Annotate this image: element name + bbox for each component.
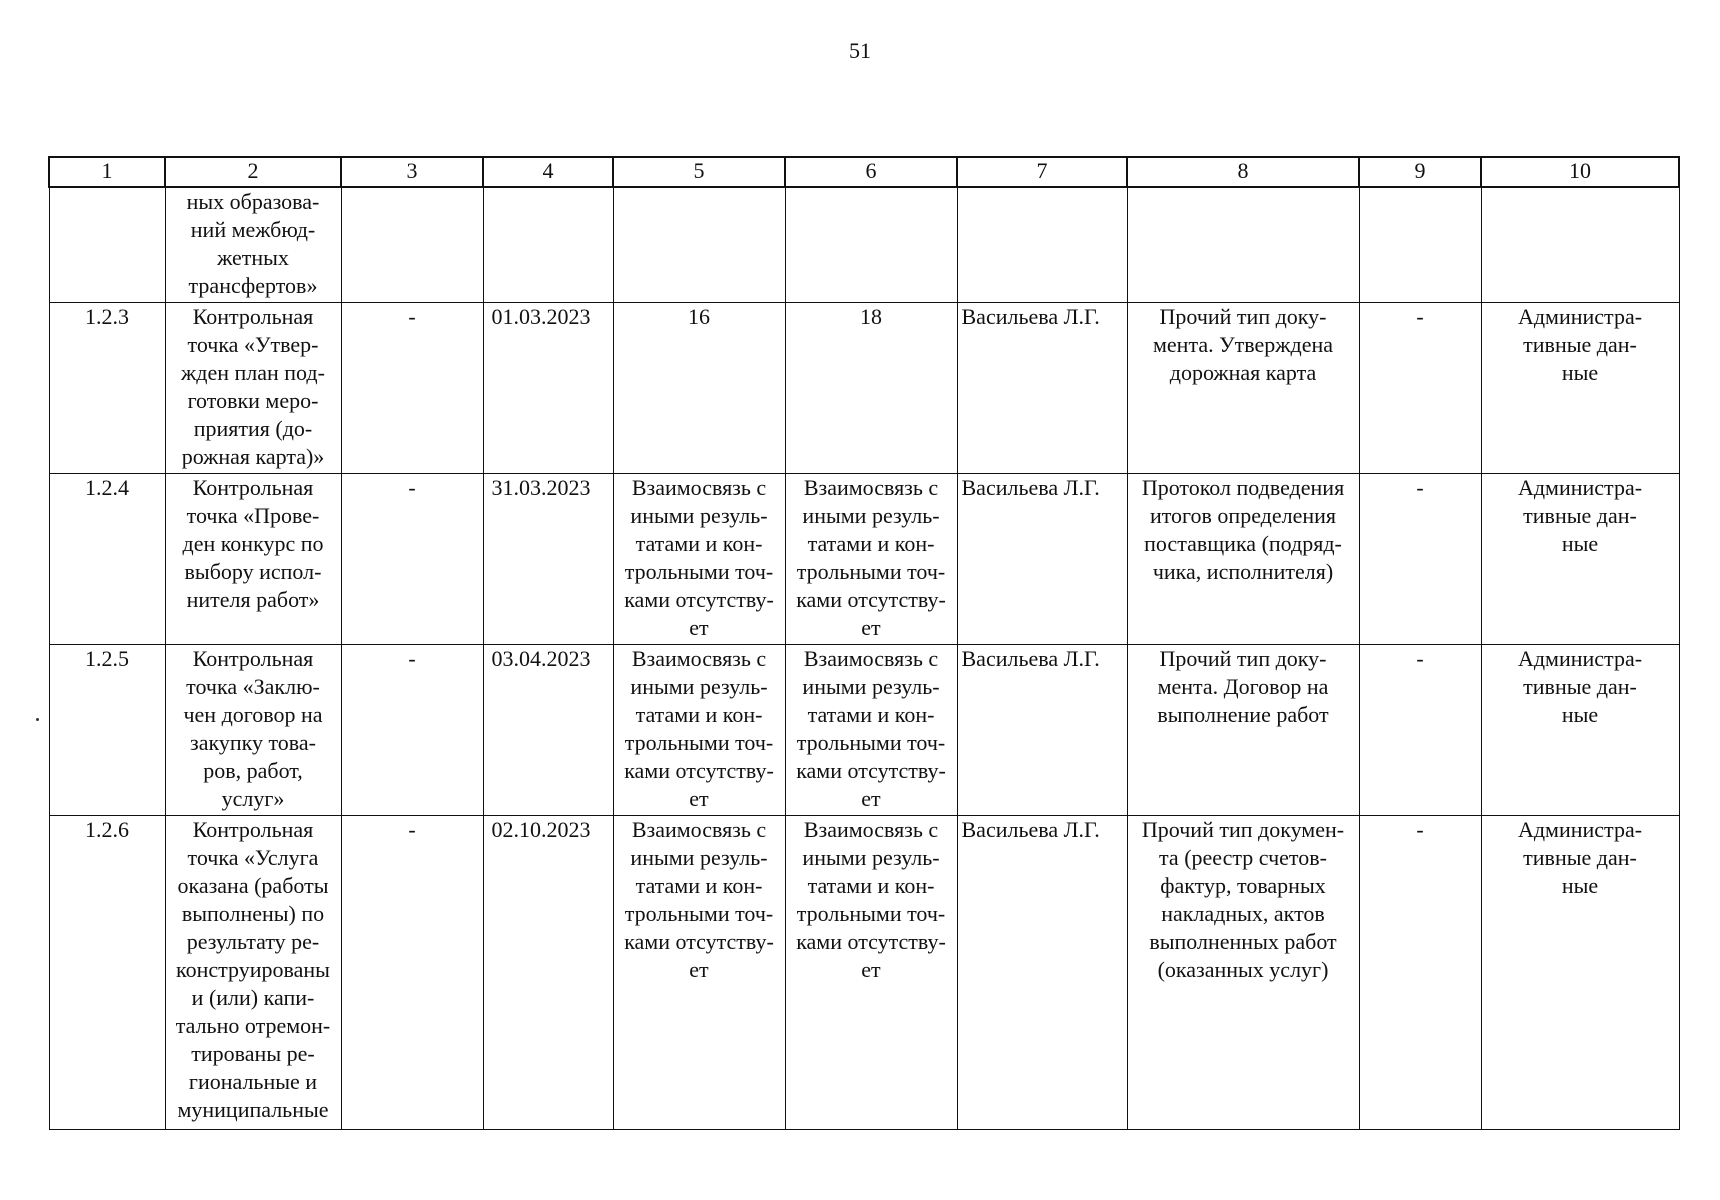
table-cell: 18 bbox=[785, 302, 957, 473]
document-type-cell: Прочий тип докумен- та (реестр счетов- фактур, товарных накладных, актов выполненных работ (оказанных услуг) bbox=[1127, 815, 1359, 1129]
table-row bbox=[49, 302, 1679, 473]
information-source-cell: Администра- тивные дан- ные bbox=[1481, 473, 1679, 644]
control-points-table bbox=[48, 156, 1680, 1130]
table-cell bbox=[785, 187, 957, 302]
responsible-cell: Васильева Л.Г. bbox=[957, 302, 1127, 473]
row-number-cell bbox=[49, 187, 165, 302]
table-row bbox=[49, 644, 1679, 815]
table-cell: 16 bbox=[613, 302, 785, 473]
table-cell bbox=[613, 187, 785, 302]
relation-cell: Взаимосвязь с иными резуль- татами и кон- трольными точ- ками отсутству- ет bbox=[785, 644, 957, 815]
relation-cell: Взаимосвязь с иными резуль- татами и кон- трольными точ- ками отсутству- ет bbox=[785, 473, 957, 644]
control-point-name-cell: Контрольная точка «Прове- ден конкурс по выбору испол- нителя работ» bbox=[165, 473, 341, 644]
responsible-cell: Васильева Л.Г. bbox=[957, 815, 1127, 1129]
table-row bbox=[49, 187, 1679, 302]
row-number-cell: 1.2.3 bbox=[49, 302, 165, 473]
column-header: 6 bbox=[785, 157, 957, 187]
date-cell bbox=[483, 187, 613, 302]
column-header: 10 bbox=[1481, 157, 1679, 187]
table-cell: - bbox=[341, 473, 483, 644]
scan-speck bbox=[36, 718, 39, 721]
column-header: 8 bbox=[1127, 157, 1359, 187]
control-point-name-cell: Контрольная точка «Услуга оказана (работы выполнены) по результату ре- конструированы и (или) капи- тально отремон- тированы ре- гиональные и муниципальные bbox=[165, 815, 341, 1129]
table-cell: - bbox=[1359, 473, 1481, 644]
relation-cell: Взаимосвязь с иными резуль- татами и кон- трольными точ- ками отсутству- ет bbox=[613, 473, 785, 644]
date-cell: 02.10.2023 bbox=[483, 815, 613, 1129]
responsible-cell: Васильева Л.Г. bbox=[957, 644, 1127, 815]
column-header: 9 bbox=[1359, 157, 1481, 187]
table-header-row bbox=[49, 157, 1679, 187]
document-type-cell: Прочий тип доку- мента. Договор на выполнение работ bbox=[1127, 644, 1359, 815]
row-number-cell: 1.2.5 bbox=[49, 644, 165, 815]
column-header: 2 bbox=[165, 157, 341, 187]
page-number: 51 bbox=[849, 38, 871, 63]
table-cell: - bbox=[341, 302, 483, 473]
column-header: 5 bbox=[613, 157, 785, 187]
table-cell: - bbox=[341, 815, 483, 1129]
date-cell: 01.03.2023 bbox=[483, 302, 613, 473]
table-cell: - bbox=[1359, 644, 1481, 815]
document-type-cell: Протокол подведения итогов определения поставщика (подряд- чика, исполнителя) bbox=[1127, 473, 1359, 644]
relation-cell: Взаимосвязь с иными резуль- татами и кон- трольными точ- ками отсутству- ет bbox=[613, 644, 785, 815]
column-header: 4 bbox=[483, 157, 613, 187]
column-header: 7 bbox=[957, 157, 1127, 187]
table-row bbox=[49, 815, 1679, 1129]
date-cell: 03.04.2023 bbox=[483, 644, 613, 815]
relation-cell: Взаимосвязь с иными резуль- татами и кон- трольными точ- ками отсутству- ет bbox=[613, 815, 785, 1129]
row-number-cell: 1.2.6 bbox=[49, 815, 165, 1129]
relation-cell: Взаимосвязь с иными резуль- татами и кон- трольными точ- ками отсутству- ет bbox=[785, 815, 957, 1129]
date-cell: 31.03.2023 bbox=[483, 473, 613, 644]
control-point-name-cell: Контрольная точка «Заклю- чен договор на закупку това- ров, работ, услуг» bbox=[165, 644, 341, 815]
document-type-cell bbox=[1127, 187, 1359, 302]
control-point-name-cell: ных образова- ний межбюд- жетных трансфертов» bbox=[165, 187, 341, 302]
responsible-cell: Васильева Л.Г. bbox=[957, 473, 1127, 644]
information-source-cell: Администра- тивные дан- ные bbox=[1481, 302, 1679, 473]
table-cell: - bbox=[1359, 815, 1481, 1129]
table-cell bbox=[341, 187, 483, 302]
table-cell bbox=[1359, 187, 1481, 302]
information-source-cell: Администра- тивные дан- ные bbox=[1481, 644, 1679, 815]
control-point-name-cell: Контрольная точка «Утвер- жден план под- готовки меро- приятия (до- рожная карта)» bbox=[165, 302, 341, 473]
document-type-cell: Прочий тип доку- мента. Утверждена дорожная карта bbox=[1127, 302, 1359, 473]
table-cell: - bbox=[1359, 302, 1481, 473]
column-header: 3 bbox=[341, 157, 483, 187]
table-cell: - bbox=[341, 644, 483, 815]
responsible-cell bbox=[957, 187, 1127, 302]
information-source-cell bbox=[1481, 187, 1679, 302]
information-source-cell: Администра- тивные дан- ные bbox=[1481, 815, 1679, 1129]
row-number-cell: 1.2.4 bbox=[49, 473, 165, 644]
column-header: 1 bbox=[49, 157, 165, 187]
table-row bbox=[49, 473, 1679, 644]
